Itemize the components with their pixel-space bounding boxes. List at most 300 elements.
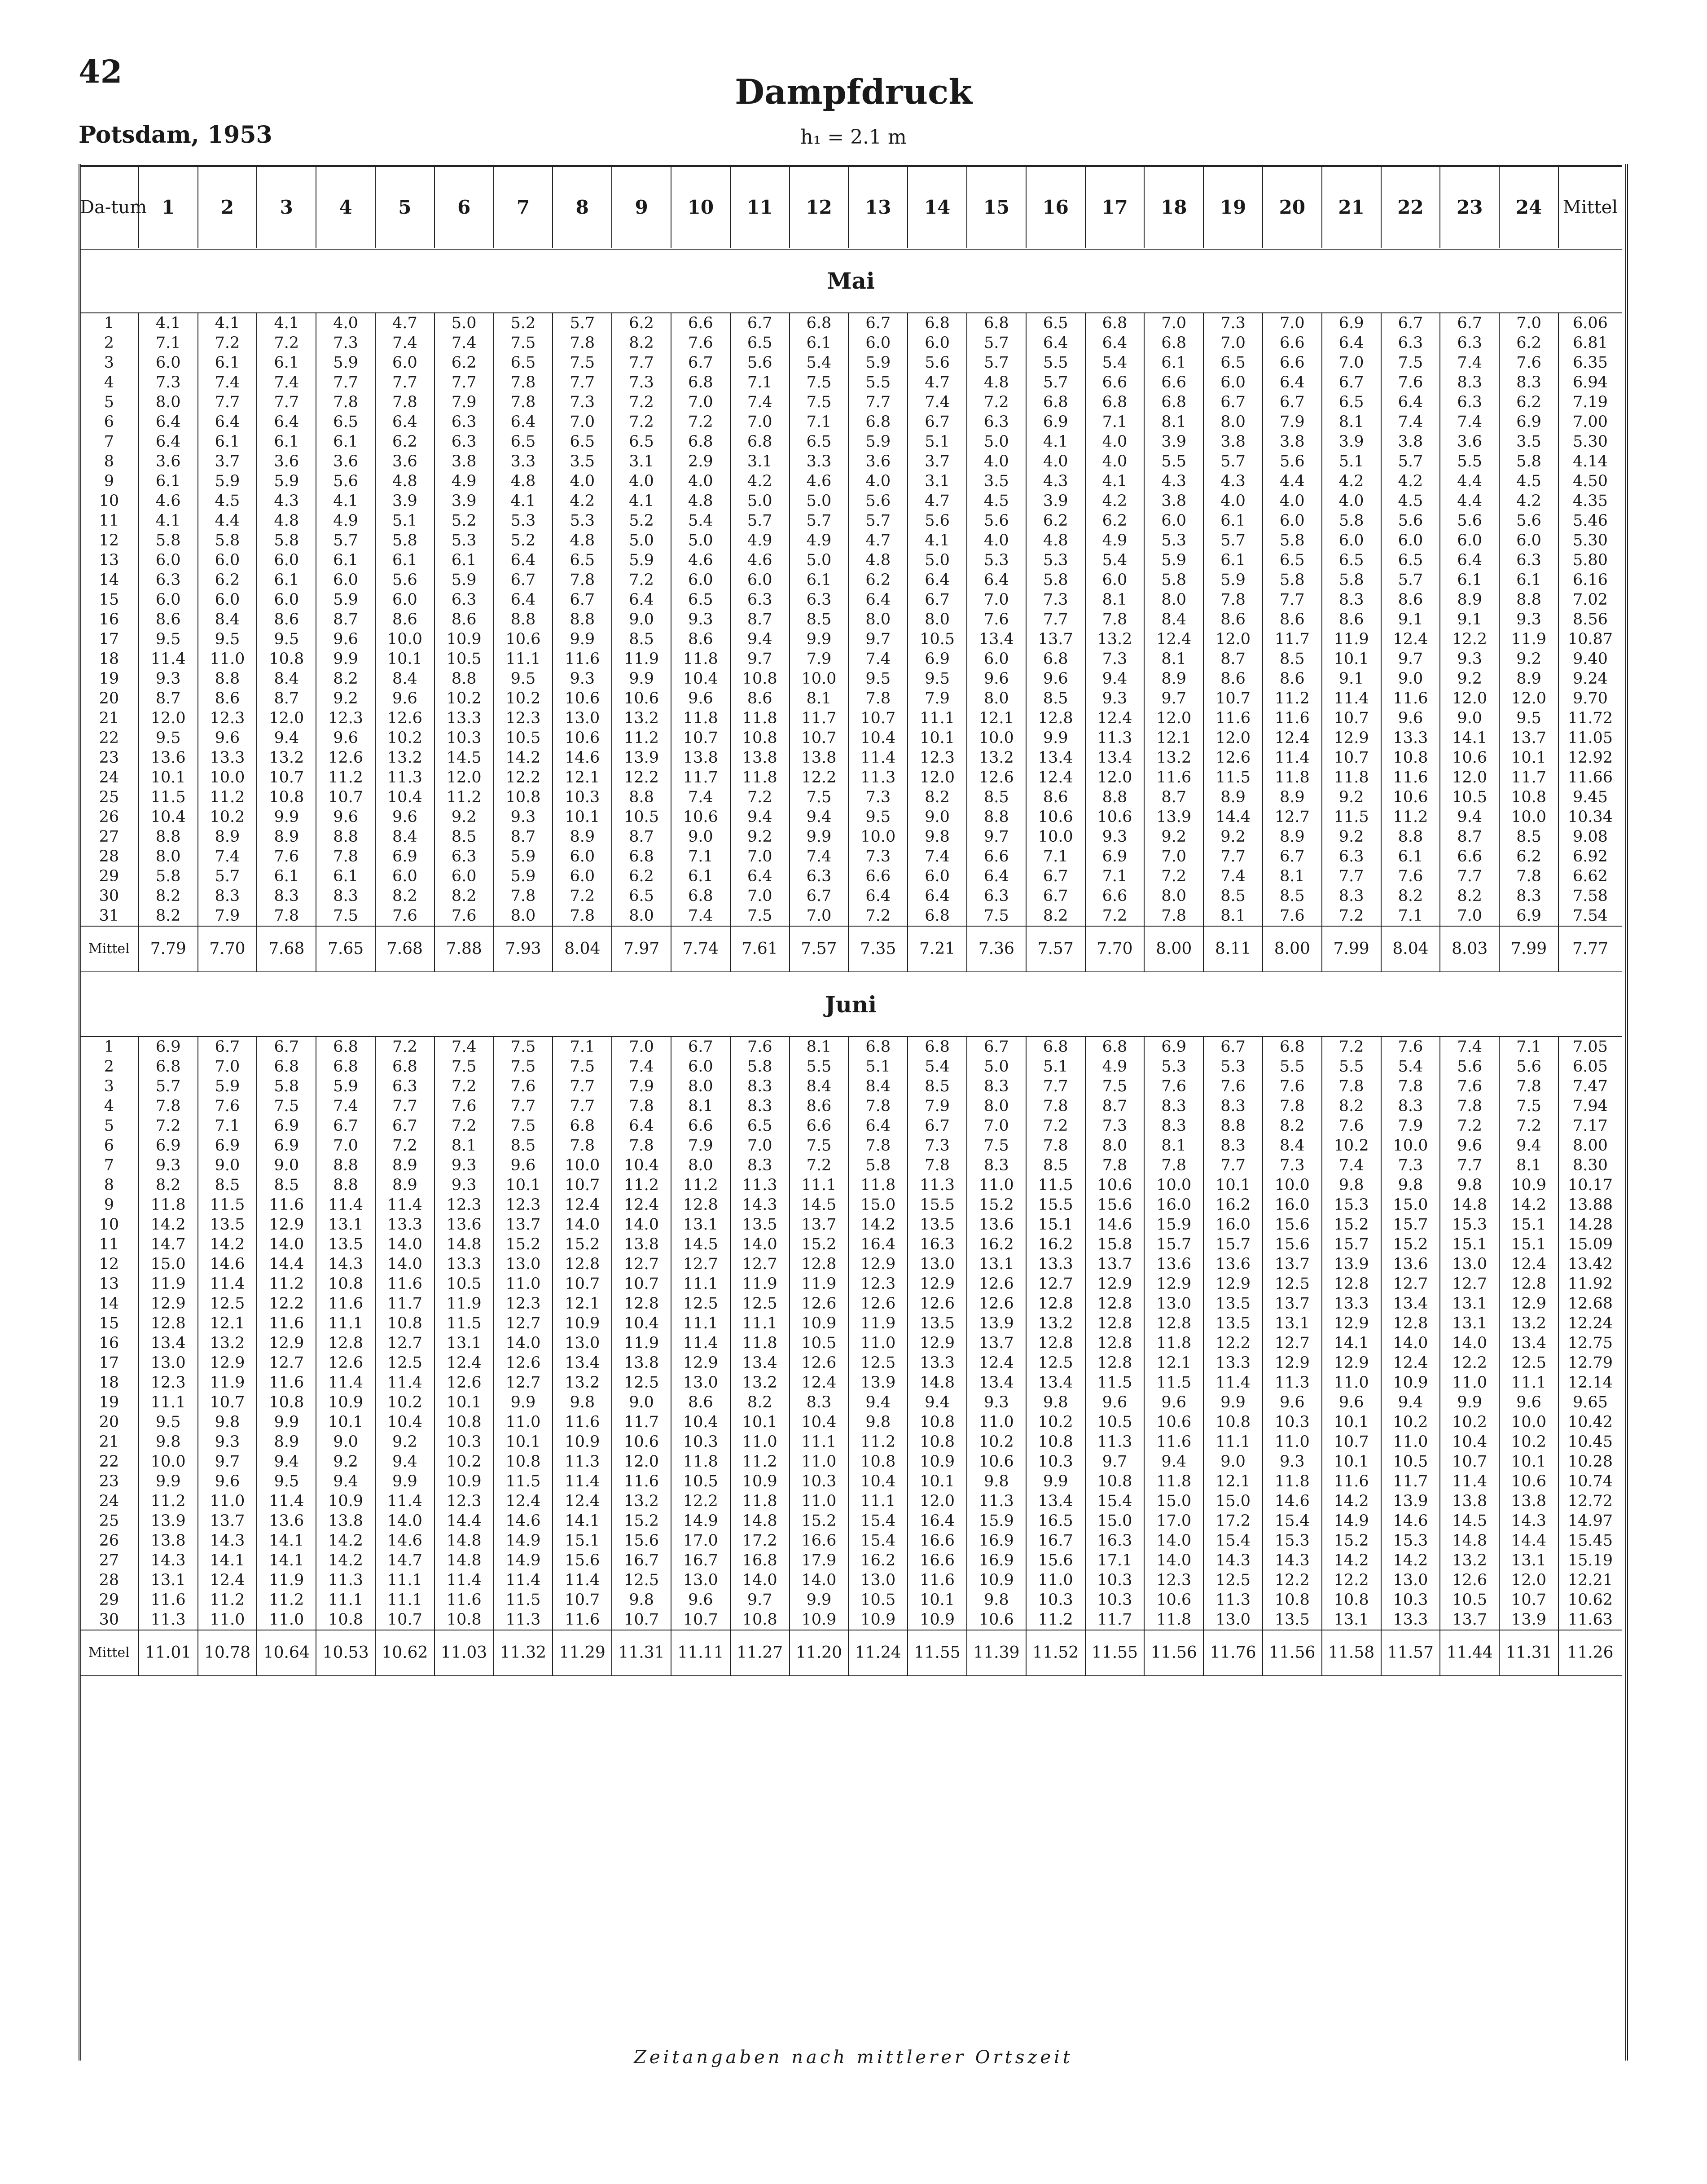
value: 14.0 (387, 1255, 422, 1273)
value: 12.4 (801, 1374, 837, 1392)
value: 6.3 (392, 1077, 417, 1095)
value: 11.3 (150, 1611, 186, 1629)
value: 29 (99, 867, 119, 885)
value: 5.30 (1572, 532, 1608, 549)
value: 15.7 (1393, 1216, 1428, 1234)
value: 12.8 (565, 1255, 600, 1273)
value: 11.8 (742, 769, 777, 787)
value: 4.4 (1457, 472, 1483, 490)
value: 7.6 (1161, 1077, 1187, 1095)
value: 6.7 (215, 1038, 240, 1056)
value: 12.14 (1567, 1374, 1613, 1392)
value: 4.5 (1398, 492, 1423, 510)
value: 12.2 (1452, 1354, 1488, 1372)
value: 10.3 (1393, 1591, 1428, 1609)
value: 14.2 (1511, 1196, 1546, 1214)
hour-cell (1322, 1235, 1381, 1333)
value: 12.6 (801, 1295, 837, 1313)
value: 10.5 (1393, 1453, 1428, 1471)
value: 9.4 (925, 1393, 950, 1411)
value: 14.8 (1452, 1532, 1488, 1550)
hour-cell (1263, 511, 1322, 610)
value: 7.0 (1161, 848, 1187, 866)
value: 7.19 (1572, 393, 1608, 411)
value: 10.3 (446, 729, 482, 747)
value: 12 (99, 1255, 119, 1273)
value: 7.4 (1457, 1038, 1483, 1056)
value: 13.5 (328, 1235, 364, 1253)
value: 7.4 (688, 907, 713, 925)
value: 12.9 (1334, 1354, 1369, 1372)
hour-mean: 11.31 (1499, 1630, 1558, 1676)
hour-cell (908, 1037, 967, 1136)
value: 7.7 (1457, 867, 1483, 885)
value: 6.3 (1338, 848, 1364, 866)
value: 13.0 (683, 1571, 718, 1589)
value: 14.2 (1334, 1492, 1369, 1510)
value: 11.9 (801, 1275, 837, 1293)
value: 7.8 (510, 887, 536, 905)
hour-cell (1381, 511, 1440, 610)
value: 12.1 (1156, 729, 1192, 747)
value: 8.8 (510, 611, 536, 628)
value: 13.6 (1156, 1255, 1192, 1273)
value: 15.2 (1334, 1216, 1369, 1234)
value: 9.2 (1161, 828, 1187, 846)
value: 10.0 (150, 1453, 186, 1471)
value: 7.3 (865, 788, 891, 806)
value: 7.8 (1516, 1077, 1541, 1095)
value: 9.5 (155, 729, 181, 747)
value: 6.0 (392, 867, 417, 885)
hour-cell (1381, 412, 1440, 511)
value: 7.7 (392, 374, 417, 391)
value: 15.2 (624, 1512, 659, 1530)
value: 7.7 (1280, 591, 1305, 609)
hour-cell (1026, 610, 1085, 708)
hour-cell (730, 1432, 790, 1531)
value: 11.1 (860, 1492, 896, 1510)
value: 5.4 (925, 1058, 950, 1076)
value: 6.0 (865, 334, 891, 352)
value: 4.0 (1102, 433, 1128, 451)
value: 6.4 (1338, 334, 1364, 352)
value: 7.7 (570, 1097, 595, 1115)
hour-cell (848, 1136, 908, 1235)
hour-cell (612, 807, 671, 906)
value: 10.0 (210, 769, 245, 787)
value: 14.8 (446, 1235, 482, 1253)
value: 5.7 (1220, 453, 1246, 470)
hour-cell (1263, 906, 1322, 926)
hour-cell (1026, 1432, 1085, 1531)
value: 6.8 (1102, 393, 1128, 411)
value: 16.8 (742, 1551, 777, 1569)
value: 10.3 (683, 1433, 718, 1451)
value: 7.0 (1220, 334, 1246, 352)
value: 9.4 (1161, 1453, 1187, 1471)
value: 8.0 (1161, 887, 1187, 905)
value: 13.2 (1038, 1314, 1073, 1332)
value: 5.9 (333, 591, 358, 609)
value: 10.7 (269, 769, 304, 787)
value: 10.8 (328, 1611, 364, 1629)
hour-cell (1381, 1531, 1440, 1630)
value: 11.3 (1274, 1374, 1310, 1392)
value: 13.7 (979, 1334, 1014, 1352)
value: 11.5 (505, 1591, 541, 1609)
value: 15.9 (1156, 1216, 1192, 1234)
value: 9.5 (865, 670, 891, 688)
value: 17.1 (1097, 1551, 1132, 1569)
value: 5.9 (1161, 551, 1187, 569)
value: 12.6 (920, 1295, 955, 1313)
hour-mean: 7.36 (967, 926, 1026, 972)
hour-cell (198, 610, 257, 708)
hour-cell (1144, 1531, 1203, 1630)
value: 6.4 (1043, 334, 1068, 352)
value: 9.0 (688, 828, 713, 846)
value: 3.9 (392, 492, 417, 510)
value: 8.7 (747, 611, 772, 628)
value: 12.2 (505, 769, 541, 787)
value: 11.8 (683, 1453, 718, 1471)
value: 12.8 (328, 1334, 364, 1352)
value: 16.0 (1216, 1216, 1251, 1234)
value: 15.6 (1274, 1216, 1310, 1234)
value: 8.1 (1516, 1156, 1541, 1174)
value: 6.1 (1161, 354, 1187, 372)
value: 7.6 (274, 848, 299, 866)
value: 13.3 (210, 749, 245, 767)
value: 11.1 (150, 1393, 186, 1411)
value: 3.6 (392, 453, 417, 470)
value: 7.9 (1398, 1117, 1423, 1135)
value: 11.2 (446, 788, 482, 806)
hour-header: 1 (139, 166, 198, 249)
value: 11.8 (742, 709, 777, 727)
hour-cell (494, 807, 553, 906)
value: 7.5 (570, 354, 595, 372)
value: 9.6 (510, 1156, 536, 1174)
value: 9.2 (451, 808, 477, 826)
value: 14.3 (1274, 1551, 1310, 1569)
value: 3.5 (984, 472, 1009, 490)
value: 7.8 (570, 571, 595, 589)
hour-cell (671, 1432, 730, 1531)
hour-cell (434, 511, 494, 610)
value: 12.9 (269, 1334, 304, 1352)
value: 12.3 (150, 1374, 186, 1392)
value: 13.7 (1038, 630, 1073, 648)
value: 10.1 (1511, 749, 1546, 767)
hour-cell (848, 807, 908, 906)
value: 13.6 (1216, 1255, 1251, 1273)
value: 8.4 (1280, 1137, 1305, 1155)
value: 10.7 (683, 1611, 718, 1629)
value: 3.1 (629, 453, 654, 470)
value: 12.3 (860, 1275, 896, 1293)
value: 10.5 (1097, 1413, 1132, 1431)
value: 7.5 (510, 1038, 536, 1056)
hour-cell (790, 610, 849, 708)
value: 8.8 (1516, 591, 1541, 609)
value: 8.3 (984, 1077, 1009, 1095)
value: 6.5 (1280, 551, 1305, 569)
hour-cell (790, 1136, 849, 1235)
value: 7.7 (1457, 1156, 1483, 1174)
day-cell (80, 1531, 139, 1630)
value: 7.8 (1161, 907, 1187, 925)
value: 13.8 (683, 749, 718, 767)
hour-mean: 7.57 (790, 926, 849, 972)
hour-cell (967, 1136, 1026, 1235)
value: 8.9 (1220, 788, 1246, 806)
value: 14.0 (1452, 1334, 1488, 1352)
value: 8.1 (1280, 867, 1305, 885)
hour-cell (316, 1531, 375, 1630)
hour-cell (375, 1136, 434, 1235)
value: 6.7 (274, 1038, 299, 1056)
hour-cell (1085, 412, 1145, 511)
value: 12.92 (1567, 749, 1613, 767)
value: 11.0 (505, 1275, 541, 1293)
value: 11.2 (624, 729, 659, 747)
value: 11.6 (920, 1571, 955, 1589)
value: 7.1 (747, 374, 772, 391)
value: 9.5 (925, 670, 950, 688)
hour-cell (1322, 1136, 1381, 1235)
value: 10.4 (683, 1413, 718, 1431)
day-group-row (80, 1432, 1622, 1531)
value: 8.2 (155, 887, 181, 905)
hour-cell (790, 1432, 849, 1531)
value: 7.3 (865, 848, 891, 866)
value: 11.0 (505, 1413, 541, 1431)
value: 10.5 (860, 1591, 896, 1609)
hour-cell (375, 708, 434, 807)
value: 14.5 (683, 1235, 718, 1253)
hour-cell (730, 511, 790, 610)
value: 11.4 (1334, 690, 1369, 707)
hour-cell (375, 906, 434, 926)
value: 8.5 (1220, 887, 1246, 905)
value: 6.7 (747, 314, 772, 332)
value: 5.9 (215, 1077, 240, 1095)
value: 9.2 (1220, 828, 1246, 846)
value: 7.8 (629, 1097, 654, 1115)
value: 6.0 (451, 867, 477, 885)
value: 10.8 (269, 650, 304, 668)
value: 9.6 (1161, 1393, 1187, 1411)
value: 6.3 (747, 591, 772, 609)
day-mean-cell (1558, 511, 1622, 610)
value: 19 (99, 1393, 119, 1411)
value: 10.5 (505, 729, 541, 747)
value: 11.3 (860, 769, 896, 787)
value: 14.6 (387, 1532, 422, 1550)
value: 7.8 (1043, 1137, 1068, 1155)
value: 12.6 (446, 1374, 482, 1392)
value: 7.47 (1572, 1077, 1608, 1095)
hour-cell (553, 1432, 612, 1531)
value: 14.2 (328, 1551, 364, 1569)
value: 10.7 (1334, 1433, 1369, 1451)
value: 10.5 (446, 650, 482, 668)
value: 10.5 (920, 630, 955, 648)
hour-cell (316, 708, 375, 807)
value: 15.9 (979, 1512, 1014, 1530)
hour-mean: 11.56 (1144, 1630, 1203, 1676)
value: 7.6 (1516, 354, 1541, 372)
value: 11.8 (742, 1334, 777, 1352)
hour-cell (1026, 412, 1085, 511)
value: 11.0 (860, 1334, 896, 1352)
day-mean-cell (1558, 1531, 1622, 1630)
value: 7.8 (570, 334, 595, 352)
value: 5.8 (1338, 512, 1364, 530)
value: 11.6 (269, 1314, 304, 1332)
value: 7.0 (688, 393, 713, 411)
value: 6.5 (629, 433, 654, 451)
hour-cell (1440, 511, 1499, 610)
value: 6.9 (155, 1137, 181, 1155)
value: 6.2 (215, 571, 240, 589)
value: 15.09 (1567, 1235, 1613, 1253)
hour-mean: 11.32 (494, 1630, 553, 1676)
value: 6.4 (865, 591, 891, 609)
value: 9.5 (274, 1472, 299, 1490)
value: 12.4 (210, 1571, 245, 1589)
value: 5.5 (865, 374, 891, 391)
value: 8.1 (806, 1038, 832, 1056)
value: 13.0 (1156, 1295, 1192, 1313)
value: 7.7 (1338, 867, 1364, 885)
value: 12.8 (1156, 1314, 1192, 1332)
value: 8.7 (1220, 650, 1246, 668)
value: 5.8 (1338, 571, 1364, 589)
value: 9.7 (865, 630, 891, 648)
value: 8.4 (1161, 611, 1187, 628)
value: 10.6 (1452, 749, 1488, 767)
value: 12.3 (505, 1295, 541, 1313)
hour-cell (1499, 1037, 1558, 1136)
value: 7.2 (688, 413, 713, 431)
hour-cell (139, 412, 198, 511)
hour-cell (848, 906, 908, 926)
hour-cell (730, 807, 790, 906)
hour-header: 9 (612, 166, 671, 249)
value: 7.0 (747, 1137, 772, 1155)
value: 9.8 (1043, 1393, 1068, 1411)
value: 10.1 (920, 1591, 955, 1609)
hour-cell (434, 1531, 494, 1630)
value: 13.1 (1511, 1551, 1546, 1569)
value: 13.7 (210, 1512, 245, 1530)
value: 5.6 (1516, 512, 1541, 530)
value: 9.5 (274, 630, 299, 648)
hour-mean: 8.04 (1381, 926, 1440, 972)
value: 14.5 (446, 749, 482, 767)
value: 5.2 (510, 532, 536, 549)
hour-cell (908, 708, 967, 807)
value: 10.7 (860, 709, 896, 727)
value: 7.9 (1280, 413, 1305, 431)
value: 9.4 (1102, 670, 1128, 688)
value: 5.8 (155, 867, 181, 885)
value: 7.4 (451, 1038, 477, 1056)
value: 9.9 (333, 650, 358, 668)
value: 6.7 (1220, 393, 1246, 411)
value: 6.4 (1102, 334, 1128, 352)
value: 3.9 (1161, 433, 1187, 451)
hour-mean: 11.44 (1440, 1630, 1499, 1676)
hour-cell (671, 1235, 730, 1333)
value: 7.5 (1102, 1077, 1128, 1095)
value: 13.1 (328, 1216, 364, 1234)
value: 13.7 (801, 1216, 837, 1234)
hour-mean: 11.27 (730, 1630, 790, 1676)
value: 11.72 (1567, 709, 1613, 727)
value: 6.8 (688, 374, 713, 391)
hour-cell (316, 906, 375, 926)
value: 7.4 (925, 848, 950, 866)
value: 7.5 (510, 1058, 536, 1076)
value: 13.1 (979, 1255, 1014, 1273)
value: 13.9 (150, 1512, 186, 1530)
value: 10.2 (1511, 1433, 1546, 1451)
hour-cell (1263, 313, 1322, 412)
value: 6.92 (1572, 848, 1608, 866)
value: 9.3 (984, 1393, 1009, 1411)
value: 7.4 (806, 848, 832, 866)
value: 9.9 (806, 1591, 832, 1609)
value: 8.30 (1572, 1156, 1608, 1174)
value: 12.1 (565, 1295, 600, 1313)
value: 6.8 (333, 1058, 358, 1076)
value: 10.7 (1334, 709, 1369, 727)
value: 15.3 (1393, 1532, 1428, 1550)
value: 13.8 (150, 1532, 186, 1550)
value: 7.4 (1220, 867, 1246, 885)
value: 9.8 (1457, 1176, 1483, 1194)
value: 8.3 (1338, 887, 1364, 905)
hour-header: 19 (1203, 166, 1263, 249)
value: 4.2 (1398, 472, 1423, 490)
value: 7.2 (215, 334, 240, 352)
hour-cell (848, 1531, 908, 1630)
section-title: Mai (80, 249, 1622, 313)
value: 11.0 (210, 1492, 245, 1510)
value: 13.9 (1511, 1611, 1546, 1629)
hour-mean: 8.11 (1203, 926, 1263, 972)
value: 8.0 (984, 1097, 1009, 1115)
value: 12.9 (1216, 1275, 1251, 1293)
value: 11.6 (150, 1591, 186, 1609)
value: 8.6 (1280, 611, 1305, 628)
value: 11.2 (150, 1492, 186, 1510)
value: 7.2 (629, 393, 654, 411)
value: 3.5 (1516, 433, 1541, 451)
value: 8.6 (451, 611, 477, 628)
hour-cell (139, 313, 198, 412)
value: 6.0 (1102, 571, 1128, 589)
value: 9.6 (333, 729, 358, 747)
hour-cell (848, 1037, 908, 1136)
value: 14.1 (565, 1512, 600, 1530)
value: 6.9 (1102, 848, 1128, 866)
value: 7.2 (1516, 1117, 1541, 1135)
